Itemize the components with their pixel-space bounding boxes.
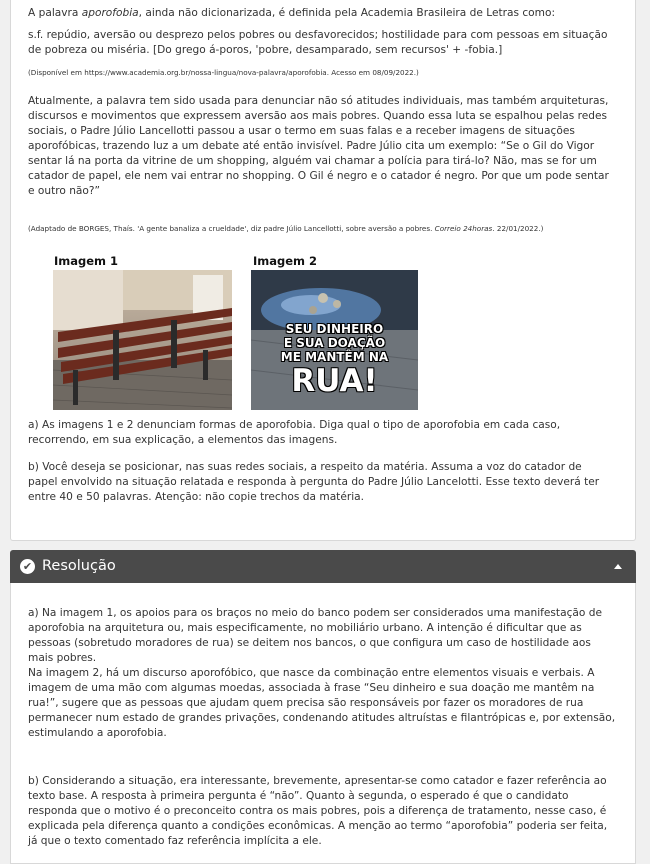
resolution-title: Resolução [42, 558, 116, 574]
caret-up-icon[interactable] [614, 564, 622, 569]
definition-text: s.f. repúdio, aversão ou desprezo pelos pobres ou desfavorecidos; hostilidade para com pessoas em situação de pobreza ou miséria. [Do grego á-poros, 'pobre, desamparado, sem recursos' + -fobia.] [28, 29, 608, 56]
check-circle-icon: ✔ [20, 559, 35, 574]
image1-bench-photo [53, 270, 232, 410]
item-a-question: a) As imagens 1 e 2 denunciam formas de aporofobia. Diga qual o tipo de aporofobia em cada caso, recorrendo, em sua explicação, a elementos das imagens. [28, 419, 561, 446]
resolution-b: b) Considerando a situação, era interessante, brevemente, apresentar-se como catador e fazer referência ao texto base. A resposta à primeira pergunta é “não”. Quanto à segunda, o esperado é que o candidato responda que o motivo é o preconceito contra os mais pobres, pois a diferença de tratamento, nesse caso, é explicada pela diferença quanto a condições econômicas. A menção ao termo “aporofobia” poderia ser feita, já que o texto comentado faz referência implícita a ele. [28, 775, 608, 847]
resolution-a-part2: Na imagem 2, há um discurso aporofóbico, que nasce da combinação entre elementos visuais e verbais. A imagem de uma mão com algumas moedas, associada à frase “Seu dinheiro e sua doação me mantêm na rua!”, sugere que as pessoas que ajudam quem precisa são responsáveis por fazer os moradores de rua permanecer num estado de grandes privações, condenando atitudes altruístas e filantrópicas e, por extensão, estimulando a aporofobia. [28, 667, 616, 739]
definition-source: (Disponível em https://www.academia.org.br/nossa-lingua/nova-palavra/aporofobia. Acesso em 08/09/2022.) [28, 68, 419, 77]
resolution-a-part1: a) Na imagem 1, os apoios para os braços no meio do banco podem ser considerados uma manifestação de aporofobia na arquitetura ou, mais especificamente, no mobiliário urbano. A intenção é dificultar que as pessoas (sobretudo moradores de rua) se deitem nos bancos, o que configura um caso de hostilidade aos mais pobres. [28, 607, 602, 664]
term-aporofobia: aporofobia [81, 7, 139, 19]
image2-text-line1: SEU DINHEIRO [285, 322, 384, 336]
article-source: (Adaptado de BORGES, Thaís. 'A gente banaliza a crueldade', diz padre Júlio Lancellotti, sobre aversão a pobres. Correio 24horas. 22/01/2022.) [28, 224, 544, 233]
image1-label: Imagem 1 [54, 254, 119, 268]
intro-paragraph: A palavra aporofobia, ainda não dicionarizada, é definida pela Academia Brasileira de Letras como: [28, 7, 556, 19]
image2-text-line3: ME MANTÊM NA [280, 350, 389, 364]
article-paragraph: Atualmente, a palavra tem sido usada para denunciar não só atitudes individuais, mas também arquiteturas, discursos e movimentos que expressem aversão aos mais pobres. Quando essa luta se espalhou pelas redes sociais, o Padre Júlio Lancellotti passou a usar o termo em suas falas e a receber imagens de situações aporofóbicas, trazendo luz a um debate até então invisível. Padre Júlio cita um exemplo: “Se o Gil do Vigor sentar lá na porta da vitrine de um shopping, alguém vai chamar a polícia para tirá-lo? Não, mas se for um catador de papel, ele nem vai entrar no shopping. O Gil é negro e o catador é negro. Por que um pode sentar e outro não?” [28, 95, 609, 197]
image2-label: Imagem 2 [253, 254, 318, 268]
image2-text-line2: E SUA DOAÇÃO [283, 336, 386, 350]
item-b-question: b) Você deseja se posicionar, nas suas redes sociais, a respeito da matéria. Assuma a voz do catador de papel envolvido na situação relatada e responda à pergunta do Padre Júlio Lancelotti. Esse texto deverá ter entre 40 e 50 palavras. Atenção: não copie trechos da matéria. [28, 461, 600, 503]
resolution-header[interactable] [10, 550, 636, 583]
image2-hand-coins-photo [251, 270, 418, 410]
image2-text-line4: RUA! [291, 363, 378, 399]
